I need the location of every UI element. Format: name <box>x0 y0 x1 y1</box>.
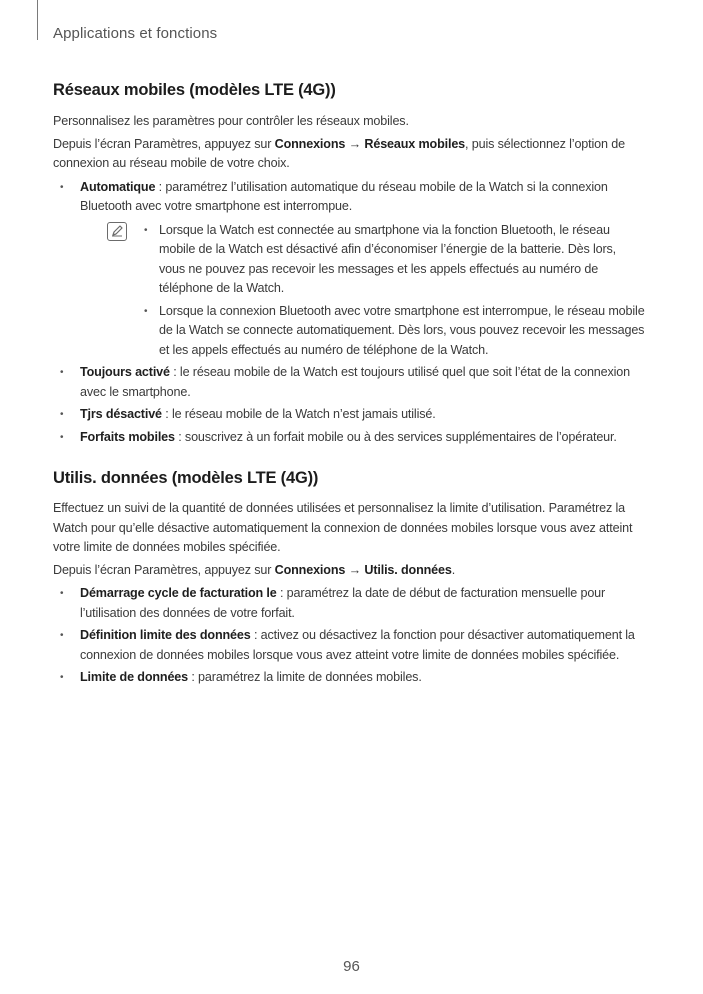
path-step: Connexions <box>274 562 346 577</box>
path-step: Utilis. données <box>364 562 452 577</box>
settings-path: Depuis l’écran Paramètres, appuyez sur Connexions → Réseaux mobiles, puis sélectionnez l’option de connexion au réseau mobile de votre choix. <box>53 136 625 170</box>
list-item: • Automatique : paramétrez l’utilisation automatique du réseau mobile de la Watch si la connexion Bluetooth avec votre smartphone est interrompue. • Lorsque la Watch est connectée au smartphone via la fonction Bluetooth, le réseau mobile de la Watch est désactivé afin d’économiser l’énergie de la batterie. Dès lors, vous ne pouvez pas recevoir les messages et les appels effectués au numéro de téléphone de la Watch. • Lorsque la connexion Bluetooth avec votre smartphone est interrompue, le réseau mobile de la Watch se connecte automatiquement. Dès lors, vous pouvez recevoir les messages et les appels effectués au numéro de téléphone de la Watch. <box>53 178 645 361</box>
list-item: • Tjrs désactivé : le réseau mobile de la Watch n’est jamais utilisé. <box>53 405 645 425</box>
settings-path: Depuis l’écran Paramètres, appuyez sur Connexions → Utilis. données. <box>53 562 456 577</box>
page-number: 96 <box>343 958 360 975</box>
section-intro: Personnalisez les paramètres pour contrôler les réseaux mobiles. <box>53 114 409 128</box>
note-item: • Lorsque la Watch est connectée au smartphone via la fonction Bluetooth, le réseau mobile de la Watch est désactivé afin d’économiser l’énergie de la batterie. Dès lors, vous ne pouvez pas recevoir les messages et les appels effectués au numéro de téléphone de la Watch. <box>134 221 645 299</box>
list-item: • Limite de données : paramétrez la limite de données mobiles. <box>53 668 645 688</box>
option-list <box>53 178 645 448</box>
section-heading-mobile-networks: Réseaux mobiles (modèles LTE (4G)) <box>53 81 336 99</box>
list-item: • Définition limite des données : activez ou désactivez la fonction pour désactiver automatiquement la connexion de données mobiles lorsque vous avez atteint votre limite de données mobiles spécifiée. <box>53 626 645 665</box>
pencil-note-icon <box>107 222 127 241</box>
option-list <box>53 584 645 688</box>
section-intro: Effectuez un suivi de la quantité de données utilisées et personnalisez la limite d’utilisation. Paramétrez la Watch pour qu’elle désactive automatiquement la connexion de données mobiles lorsque vous avez atteint votre limite de données mobiles spécifiée. <box>53 501 633 554</box>
list-item: • Démarrage cycle de facturation le : paramétrez la date de début de facturation mensuelle pour l’utilisation des données de votre forfait. <box>53 584 645 623</box>
running-header: Applications et fonctions <box>53 25 218 42</box>
option-term: Tjrs désactivé <box>80 407 162 421</box>
note-item: • Lorsque la connexion Bluetooth avec votre smartphone est interrompue, le réseau mobile de la Watch se connecte automatiquement. Dès lors, vous pouvez recevoir les messages et les appels effectués au numéro de téléphone de la Watch. <box>134 302 645 361</box>
path-step: Réseaux mobiles <box>364 136 466 151</box>
option-term: Limite de données <box>80 670 189 684</box>
list-item: • Toujours activé : le réseau mobile de la Watch est toujours utilisé quel que soit l’état de la connexion avec le smartphone. <box>53 363 645 402</box>
note-block <box>80 221 645 361</box>
note-list <box>134 221 645 361</box>
option-term: Automatique <box>80 179 156 194</box>
option-term: Toujours activé <box>80 365 170 379</box>
page-content <box>53 81 645 691</box>
path-step: Connexions <box>274 136 346 151</box>
option-term: Définition limite des données <box>80 628 251 642</box>
option-term: Démarrage cycle de facturation le <box>80 586 277 600</box>
option-term: Forfaits mobiles <box>80 429 175 444</box>
list-item: • Forfaits mobiles : souscrivez à un forfait mobile ou à des services supplémentaires de l’opérateur. <box>53 428 645 448</box>
section-heading-data-usage: Utilis. données (modèles LTE (4G)) <box>53 469 319 487</box>
header-rule <box>37 0 38 40</box>
